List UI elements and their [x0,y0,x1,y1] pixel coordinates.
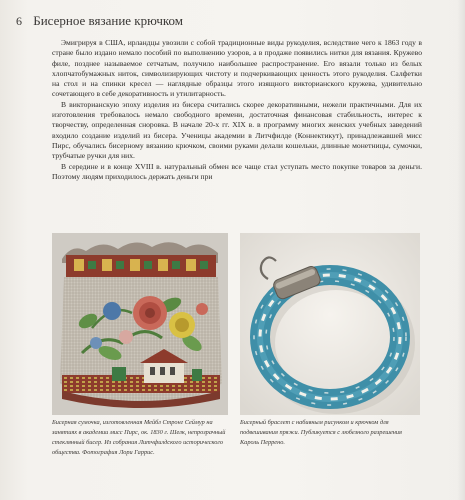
running-header [16,13,436,29]
body-text [52,38,422,182]
beaded-bracelet-photo [240,233,420,415]
paragraph-1: Эмигрируя в США, ирландцы увозили с собой традиционные виды рукоделия, вследствие чего к 1863 году в стране было издано немало пособий по выполнению узоров, а в продаже появились нитки для вязания. Кружево филе, позднее называемое сетчатым, получило наибольшее распространение. Его вязали только из белых хлопчатобумажных ниток, символизирующих чистоту и подчеркивающих ценность этого рукоделия. Салфетки на стол и на спинки кресел — наглядные образцы этого изящного викторианского кружева, удивительно сочетающего в себе декоративность и утилитарность. [52,38,422,99]
beaded-bracelet-illustration [240,233,420,415]
page-number: 6 [16,14,22,28]
chapter-title: Бисерное вязание крючком [33,13,183,28]
beaded-bag-illustration [52,233,228,415]
paragraph-2: В викторианскую эпоху изделия из бисера считались скорее декоративными, нежели практичными. Для их изготовления требовалось немало свободного времени, достаточная финансовая стабильность, интерес к творчеству, определенная сноровка. В начале 20-х гг. XIX в. в программу многих женских учебных заведений входило создание изделий из бисера. Ученицы академии в Литчфилде (Коннектикут), принадлежавшей мисс Пирс, обучались бисерному вязанию крючком, своими руками делали кошельки, длинные монетницы, сумочки, трубчатые ручки для них. [52,99,422,161]
paragraph-3: В середине и в конце XVIII в. натуральный обмен все чаще стал уступать место покупке товаров за деньги. Поэтому людям приходилось держать деньги при [52,161,422,181]
beaded-bag-photo [52,233,228,415]
caption-right: Бисерный браслет с набивным рисунком и крючком для подвешивания пряжи. Публикуется с любезного разрешения Кароль Перрено. [240,419,402,446]
caption-left: Бисерная сумочка, изготовленная Мейбл Стронг Сеймур на занятиях в академии мисс Пирс, ок. 1830 г. Шелк, непрозрачный стеклянный бисер. Из собрания Литчфилдского исторического общества. Фотография Лори Гаррис. [52,419,226,456]
page-edge-shadow [457,0,465,500]
